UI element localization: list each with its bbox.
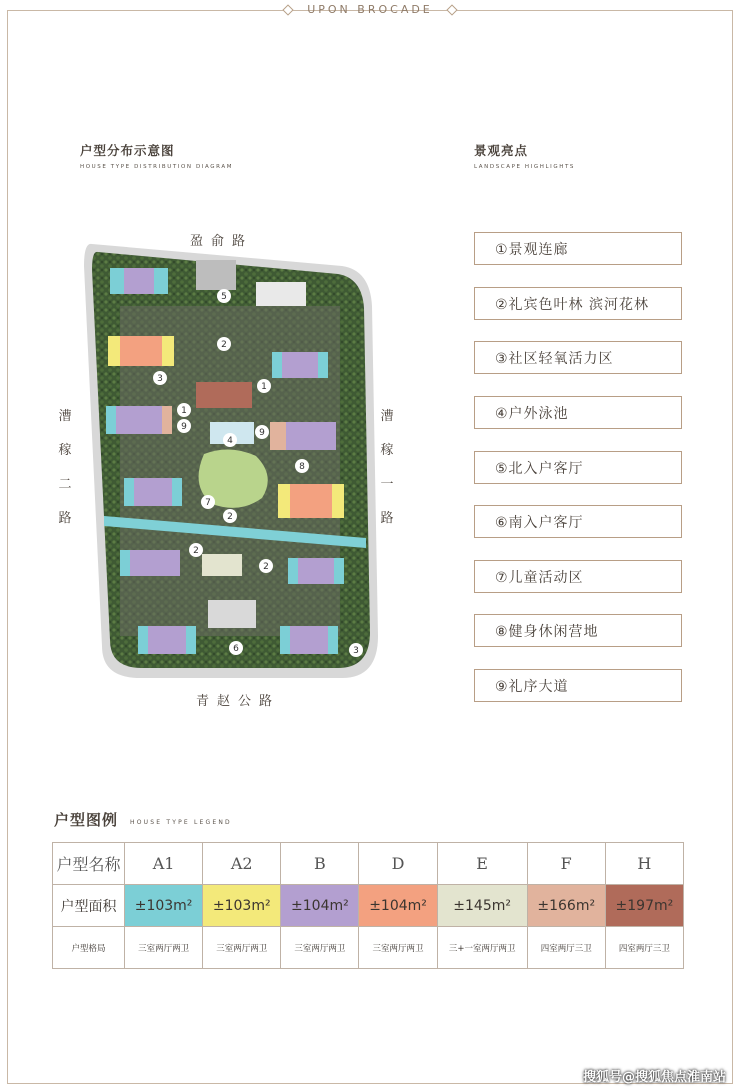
type-name: E: [437, 843, 527, 885]
highlights-title: 景观亮点: [474, 143, 529, 158]
marker-3: [153, 371, 167, 385]
highlight-item: ④户外泳池: [474, 396, 682, 429]
type-name: H: [605, 843, 683, 885]
svg-text:9: 9: [259, 428, 265, 438]
legend-subtitle: HOUSE TYPE LEGEND: [130, 819, 232, 826]
type-name: A2: [203, 843, 281, 885]
marker-6: [229, 641, 243, 655]
legend-row-area: [53, 885, 684, 927]
type-layout: 三室两厅两卫: [359, 927, 437, 969]
legend-row-layout: [53, 927, 684, 969]
type-layout: 三室两厅两卫: [125, 927, 203, 969]
row-header: 户型名称: [53, 843, 125, 885]
highlight-item: ①景观连廊: [474, 232, 682, 265]
marker-9: [255, 425, 269, 439]
highlight-item: ⑥南入户客厅: [474, 505, 682, 538]
header-line-right: [458, 10, 733, 11]
marker-5: [217, 289, 231, 303]
type-name: F: [527, 843, 605, 885]
building-e: [202, 554, 242, 576]
brand-name: UPON BROCADE: [307, 3, 433, 16]
svg-text:4: 4: [227, 436, 233, 446]
diamond-ornament-icon: [446, 4, 457, 15]
svg-text:2: 2: [263, 562, 269, 572]
svg-text:7: 7: [205, 498, 211, 508]
type-area: ±166m²: [527, 885, 605, 927]
header-line-left: [7, 10, 282, 11]
legend-title: 户型图例: [54, 811, 119, 829]
marker-1: [257, 379, 271, 393]
marker-2: [223, 509, 237, 523]
highlight-item: ⑨礼序大道: [474, 669, 682, 702]
road-bottom-label: 青赵公路: [196, 694, 281, 709]
highlight-item: ③社区轻氧活力区: [474, 341, 682, 374]
marker-9: [177, 419, 191, 433]
road-top-label: 盈俞路: [190, 234, 254, 249]
type-name: D: [359, 843, 437, 885]
marker-4: [223, 433, 237, 447]
type-name: A1: [125, 843, 203, 885]
site-plan-map: [80, 236, 380, 686]
type-area: ±103m²: [125, 885, 203, 927]
type-layout: 三室两厅两卫: [281, 927, 359, 969]
svg-text:1: 1: [181, 406, 187, 416]
highlight-item: ⑧健身休闲营地: [474, 614, 682, 647]
plaza-north: [196, 260, 236, 290]
marker-8: [295, 459, 309, 473]
type-layout: 四室两厅三卫: [527, 927, 605, 969]
marker-7: [201, 495, 215, 509]
distribution-title: 户型分布示意图: [80, 143, 175, 158]
svg-text:2: 2: [227, 512, 233, 522]
plaza-south: [208, 600, 256, 628]
highlight-item: ⑦儿童活动区: [474, 560, 682, 593]
diamond-ornament-icon: [282, 4, 293, 15]
marker-2: [259, 559, 273, 573]
svg-text:1: 1: [261, 382, 267, 392]
type-area: ±197m²: [605, 885, 683, 927]
type-area: ±145m²: [437, 885, 527, 927]
type-area: ±103m²: [203, 885, 281, 927]
distribution-subtitle: HOUSE TYPE DISTRIBUTION DIAGRAM: [80, 164, 234, 170]
svg-text:9: 9: [181, 422, 187, 432]
type-area: ±104m²: [281, 885, 359, 927]
header: [0, 0, 740, 24]
watermark: 搜狐号@搜狐焦点淮南站: [582, 1070, 726, 1085]
building-h: [196, 382, 252, 408]
marker-1: [177, 403, 191, 417]
type-layout: 四室两厅三卫: [605, 927, 683, 969]
type-layout: 三+一室两厅两卫: [437, 927, 527, 969]
svg-text:2: 2: [193, 546, 199, 556]
highlight-item: ⑤北入户客厅: [474, 451, 682, 484]
svg-text:3: 3: [353, 646, 359, 656]
highlights-subtitle: LANDSCAPE HIGHLIGHTS: [474, 164, 576, 170]
svg-text:6: 6: [233, 644, 239, 654]
svg-text:3: 3: [157, 374, 163, 384]
marker-3: [349, 643, 363, 657]
type-name: B: [281, 843, 359, 885]
row-header: 户型面积: [53, 885, 125, 927]
marker-2: [189, 543, 203, 557]
svg-text:2: 2: [221, 340, 227, 350]
type-layout: 三室两厅两卫: [203, 927, 281, 969]
marker-2: [217, 337, 231, 351]
clubhouse: [256, 282, 306, 306]
house-type-legend-table: [52, 842, 684, 969]
legend-row-name: [53, 843, 684, 885]
row-header: 户型格局: [53, 927, 125, 969]
svg-text:8: 8: [299, 462, 305, 472]
svg-text:5: 5: [221, 292, 227, 302]
highlight-item: ②礼宾色叶林 滨河花林: [474, 287, 682, 320]
type-area: ±104m²: [359, 885, 437, 927]
